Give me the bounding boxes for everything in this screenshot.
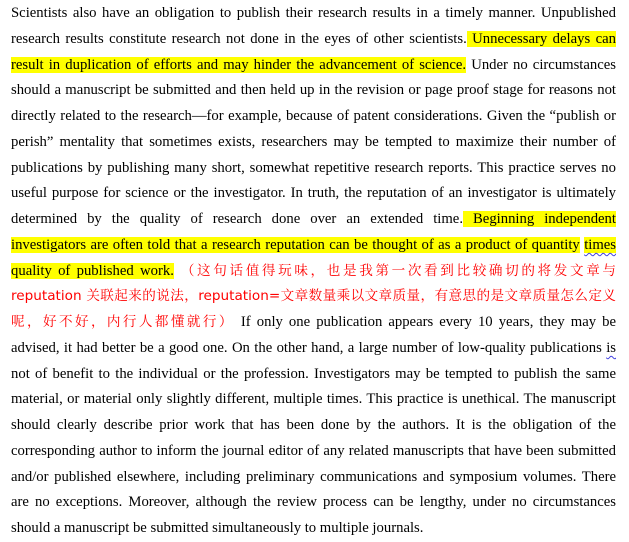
text-run: advised, it had better be a good one. On the other hand, a large number of low-quality publications (11, 339, 602, 356)
text-line (11, 439, 616, 465)
text-line (11, 310, 616, 336)
text-line (11, 413, 616, 439)
spellcheck-flagged-text: times (584, 236, 616, 253)
text-run: perish” mentality that sometimes exists, researchers may be tempted to maximize their number of (11, 133, 616, 150)
text-line (11, 156, 616, 182)
text-line (11, 516, 616, 542)
highlighted-text: investigators are often told that a research reputation can be thought of as a product of quantity (11, 236, 580, 253)
text-line (11, 53, 616, 79)
text-run: and/or published elsewhere, including preliminary communications and symposium volumes. There (11, 468, 616, 485)
text-run: research results constitute research not done in the eyes of other scientists. (11, 30, 467, 47)
text-run: Under no circumstances (466, 56, 616, 73)
text-line (11, 233, 616, 259)
highlighted-text: Unnecessary delays can (466, 30, 616, 47)
text-run: publications by publishing many short, somewhat repetitive research reports. This practice serves no (11, 159, 616, 176)
text-line (11, 259, 616, 285)
text-line (11, 104, 616, 130)
text-run: are no exceptions. Moreover, although the review process can be lengthy, under no circumstances (11, 494, 616, 511)
text-run: If only one publication appears every 10 years, they may be (234, 314, 616, 330)
text-run: directly related to the research—for example, because of patent considerations. Given the “publish or (11, 108, 616, 124)
text-line (11, 387, 616, 413)
text-run: should a manuscript be submitted simultaneously to multiple journals. (11, 520, 424, 536)
text-line (11, 362, 616, 388)
text-line (11, 130, 616, 156)
text-line (11, 78, 616, 104)
text-run: should clearly describe prior work that has been done by the authors. It is the obligation of the (11, 417, 616, 433)
text-line (11, 336, 616, 362)
text-line (11, 284, 616, 310)
text-line (11, 181, 616, 207)
text-line (11, 207, 616, 233)
text-run: should a manuscript be submitted and then held up in the revision or page proof stage for reasons not (11, 82, 616, 99)
text-line (11, 27, 616, 53)
annotation-note: （这句话值得玩味，也是我第一次看到比较确切的将发文章与 (173, 262, 616, 279)
annotation-note: reputation 关联起来的说法，reputation=文章数量乘以文章质量，有意思的是文章质量怎么定义 (11, 288, 616, 305)
highlighted-text: quality of published work. (11, 262, 174, 279)
text-run: determined by the quality of research done over an extended time. (11, 211, 463, 227)
text-run: corresponding author to inform the journal editor of any related manuscripts that have been submitted (11, 442, 616, 459)
annotation-note: 呢，好不好，内行人都懂就行） (11, 314, 235, 330)
text-line (11, 465, 616, 491)
text-run: material, or material only slightly different, multiple times. This practice is unethical. The manuscript (11, 391, 616, 408)
spellcheck-flagged-text: is (606, 339, 616, 356)
text-line (11, 1, 616, 27)
highlighted-text: result in duplication of efforts and may hinder the advancement of science. (11, 56, 467, 73)
text-line (11, 490, 616, 516)
text-run: useful purpose for science or the investigator. In truth, the reputation of an investigator is ultimately (11, 185, 616, 202)
text-run: Scientists also have an obligation to publish their research results in a timely manner. Unpublished (11, 5, 616, 21)
highlighted-text: Beginning independent (463, 211, 616, 227)
text-run: not of benefit to the individual or the profession. Investigators may be tempted to publish the same (11, 365, 616, 382)
